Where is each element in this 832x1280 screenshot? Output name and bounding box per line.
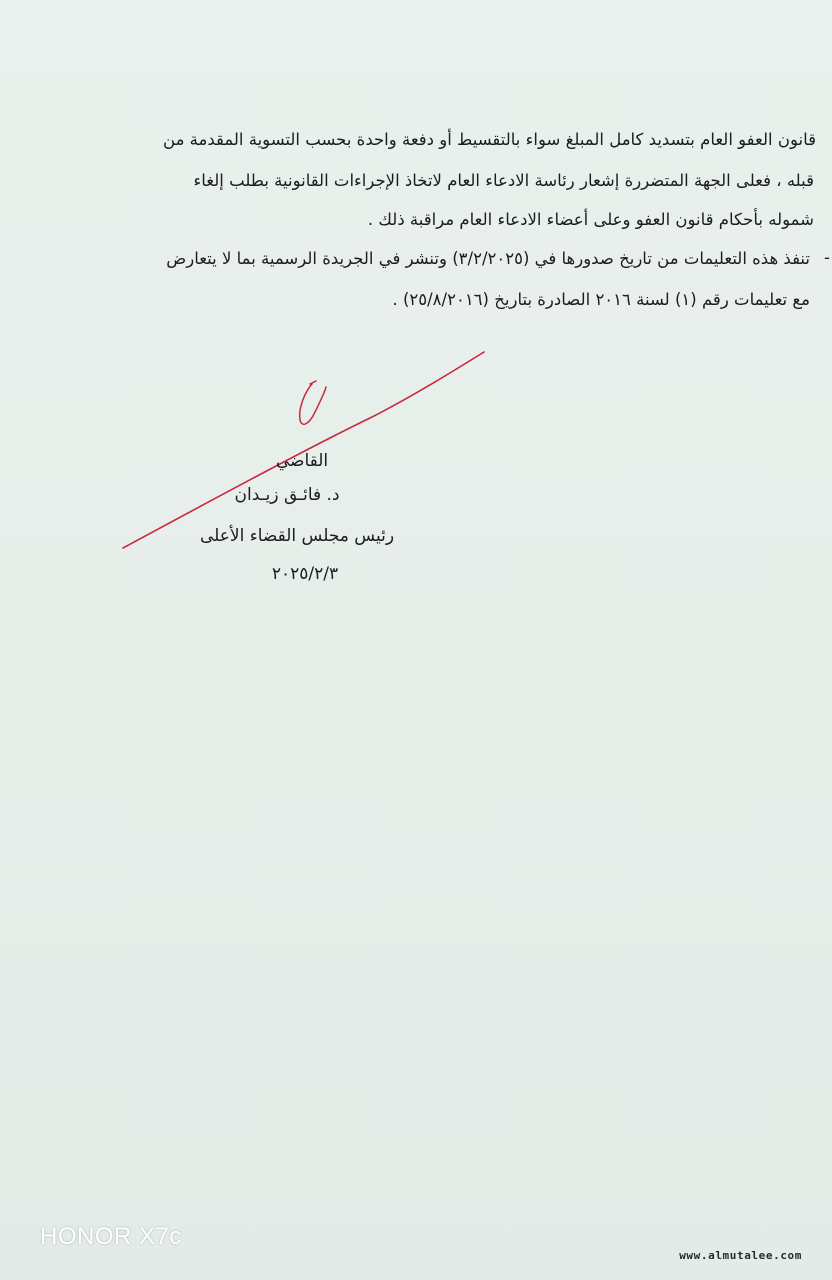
paragraph-line-3: شموله بأحكام قانون العفو وعلى أعضاء الادعاء العام مراقبة ذلك .	[367, 210, 814, 229]
signatory-title: القاضي	[275, 451, 329, 471]
site-watermark: www.almutalee.com	[679, 1249, 802, 1262]
signature-date: ٢٠٢٥/٢/٣	[271, 564, 339, 584]
paragraph-line-1: قانون العفو العام بتسديد كامل المبلغ سواء بالتقسيط أو دفعة واحدة بحسب التسوية المقدمة من	[163, 130, 816, 149]
signature-stroke-main	[123, 352, 484, 548]
camera-watermark: HONOR X7c	[40, 1223, 182, 1250]
paragraph-line-5: مع تعليمات رقم (١) لسنة ٢٠١٦ الصادرة بتاريخ (٢٥/٨/٢٠١٦) .	[392, 290, 810, 309]
signature-stroke-loop	[300, 384, 326, 424]
signature-stroke-tick	[310, 381, 316, 384]
signatory-name: د. فائـق زيـدان	[234, 485, 340, 505]
paragraph-line-4: تنفذ هذه التعليمات من تاريخ صدورها في (٣/٢/٢٠٢٥) وتنشر في الجريدة الرسمية بما لا يتعارض	[166, 249, 810, 268]
list-dash: -	[824, 248, 830, 267]
paragraph-line-2: قبله ، فعلى الجهة المتضررة إشعار رئاسة الادعاء العام لاتخاذ الإجراءات القانونية بطلب إلغاء	[193, 171, 814, 190]
signatory-role: رئيس مجلس القضاء الأعلى	[199, 526, 395, 546]
